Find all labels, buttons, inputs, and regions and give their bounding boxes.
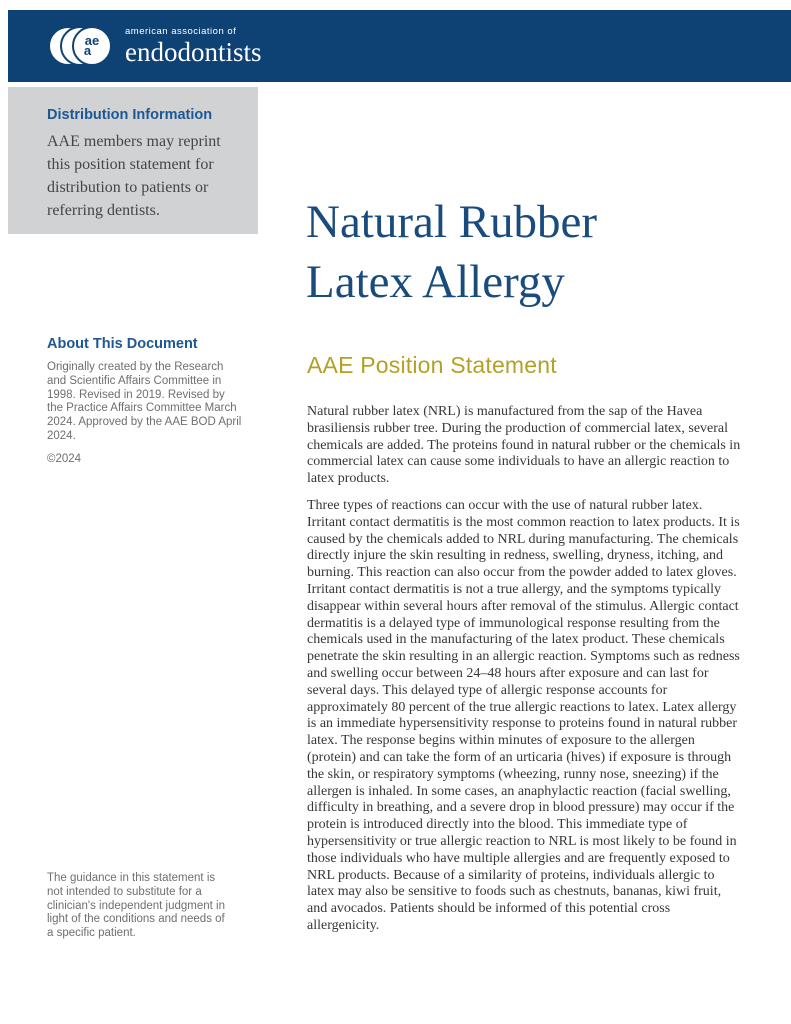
- body-paragraph-2: Three types of reactions can occur with the use of natural rubber latex. Irritant contact dermatitis is the most common reaction to latex products. It is caused by the chemicals added to NRL during manufacturing. The chemicals directly injure the skin resulting in redness, swelling, dryness, itching, and burning. This reaction can also occur from the powder added to latex gloves. Irritant contact dermatitis is not a true allergy, and the symptoms typically disappear within several hours after removal of the stimulus. Allergic contact dermatitis is a delayed type of immunological response resulting from the chemicals used in the manufacturing of the latex product. These chemicals penetrate the skin resulting in an allergic reaction. Symptoms such as redness and swelling occur between 24–48 hours after exposure and can last for several days. This delayed type of allergic response accounts for approximately 80 percent of the true allergic reactions to latex. Latex allergy is an immediate hypersensitivity response to proteins found in natural rubber latex. The response begins within minutes of exposure to the allergen (protein) and can take the form of an urticaria (hives) if exposure is through the skin, or respiratory symptoms (wheezing, runny nose, sneezing) if the allergen is inhaled. In some cases, an anaphylactic reaction (facial swelling, difficulty in breathing, and a severe drop in blood pressure) may occur if the protein is introduced directly into the blood. This immediate type of hypersensitivity or true allergic reaction to NRL is most likely to be found in those individuals who have multiple allergies and are frequently exposed to NRL products. Because of a similarity of proteins, individuals allergic to latex may also be sensitive to foods such as chestnuts, bananas, kiwi fruit, and avocados. Patients should be informed of this potential cross allergenicity.: [307, 498, 740, 933]
- distribution-info-box: [8, 87, 258, 234]
- distribution-heading: Distribution Information: [47, 107, 213, 123]
- distribution-body: AAE members may reprint this position statement for distribution to patients or referring dentists.: [47, 133, 221, 219]
- aae-circles-icon: [48, 23, 114, 69]
- logo-text: [125, 26, 262, 66]
- logo-monogram-top: ae: [84, 33, 100, 48]
- copyright-text: ©2024: [47, 452, 82, 465]
- about-this-document-section: [47, 336, 243, 467]
- title-line-1: Natural Rubber: [306, 196, 598, 248]
- about-heading: About This Document: [47, 336, 198, 352]
- about-body: Originally created by the Research and Scientific Affairs Committee in 1998. Revised in 2019. Revised by the Practice Affairs Committee March 2024. Approved by the AAE BOD April 2024.: [47, 361, 242, 442]
- position-statement-subtitle: AAE Position Statement: [307, 352, 557, 378]
- disclaimer-section: [47, 872, 225, 941]
- disclaimer-text: The guidance in this statement is not intended to substitute for a clinician's independent judgment in light of the conditions and needs of a specific patient.: [47, 872, 226, 940]
- header-bar: [8, 10, 791, 82]
- aae-logo: [48, 23, 262, 69]
- logo-tagline: american association of: [125, 26, 237, 37]
- page-title: [306, 192, 597, 312]
- logo-monogram-bottom: a: [83, 43, 92, 58]
- body-paragraph-1: Natural rubber latex (NRL) is manufactured from the sap of the Havea brasiliensis rubber tree. During the production of commercial latex, several chemicals are added. The proteins found in natural rubber or the chemicals in commercial latex can cause some individuals to have an allergic reaction to latex products.: [307, 404, 741, 487]
- logo-circle-monogram: [72, 26, 112, 66]
- title-line-2: Latex Allergy: [306, 256, 565, 308]
- logo-wordmark: endodontists: [125, 37, 262, 67]
